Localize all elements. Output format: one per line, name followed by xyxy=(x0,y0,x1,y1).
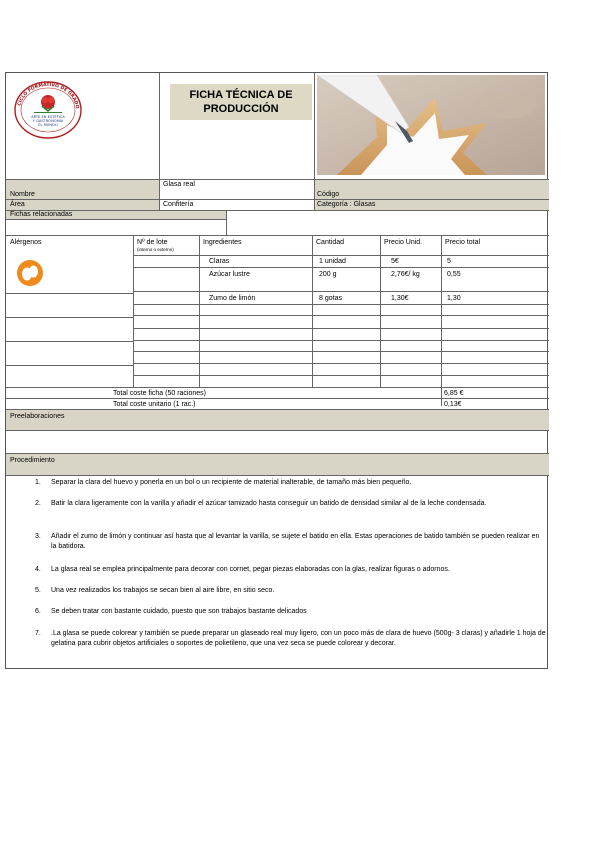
ingredient-1-cantidad: 1 unidad xyxy=(319,258,346,265)
school-logo xyxy=(12,79,84,141)
egg-allergen-icon xyxy=(16,259,44,287)
lote-subheader: (interno o externo) xyxy=(137,247,174,252)
codigo-label: Código xyxy=(317,191,340,198)
step-6-number: 6. xyxy=(35,608,41,615)
step-3-text: Añadir el zumo de limón y continuar así hasta que al levantar la varilla, se sujete el batido en ella. Estas operaciones de batido también se pueden realizar en la batidora. xyxy=(51,533,540,550)
step-5-text: Una vez realizados los trabajos se secan bien al aire libre, en sitio seco. xyxy=(51,587,275,594)
title-line-1: FICHA TÉCNICA DE xyxy=(189,89,293,101)
ingredient-2-precio-total: 0,55 xyxy=(447,271,461,278)
ingredient-1-precio-total: 5 xyxy=(447,258,451,265)
categoria-value: Categoría : Glasas xyxy=(317,201,376,208)
technical-sheet xyxy=(5,72,548,669)
ingredientes-header: Ingredientes xyxy=(203,239,242,246)
ingredient-2-precio-unit: 2,76€/ kg xyxy=(391,271,420,278)
step-4-text: La glasa real se emplea principalmente para decorar con cornet, pegar piezas elaboradas con la glas, realizar figuras o adornos. xyxy=(51,566,450,573)
step-7-text: .La glasa se puede colorear y también se puede preparar un glaseado real muy ligero, con un poco más de clara de huevo (500g- 3 claras) y añadirle 1 hoja de gelatina para cubrir objetos artificiales o soportes de polietileno, que una vez seca se puede colorear y decorar. xyxy=(51,630,546,647)
ingredient-3-precio-unit: 1,30€ xyxy=(391,295,409,302)
step-3-number: 3. xyxy=(35,533,41,540)
page-title xyxy=(170,84,312,120)
ingredient-3-precio-total: 1,30 xyxy=(447,295,461,302)
total-unitario-label: Total coste unitario (1 rac.) xyxy=(113,401,196,408)
step-6-text: Se deben tratar con bastante cuidado, puesto que son trabajos bastante delicados xyxy=(51,608,307,615)
logo-line-3: EL MUNDO xyxy=(38,123,58,127)
area-value: Confitería xyxy=(163,201,194,208)
lote-header: Nº de lote xyxy=(137,239,168,246)
total-ficha-label: Total coste ficha (50 raciones) xyxy=(113,390,206,397)
step-5-number: 5. xyxy=(35,587,41,594)
ingredient-1-precio-unit: 5€ xyxy=(391,258,399,265)
area-label: Área xyxy=(10,201,25,208)
procedimiento-label: Procedimiento xyxy=(10,457,55,464)
logo-line-2: Y GASTRONOMÍA xyxy=(32,119,64,123)
piping-bag-cookie-photo xyxy=(317,75,545,175)
total-unitario-value: 0,13€ xyxy=(444,401,462,408)
step-1-number: 1. xyxy=(35,479,41,486)
step-4-number: 4. xyxy=(35,566,41,573)
logo-ring-text: CICLO FORMATIVO DE GRADO xyxy=(17,82,80,110)
step-7-number: 7. xyxy=(35,630,41,637)
ingredient-1-name: Claras xyxy=(209,258,230,265)
fichas-relacionadas-label: Fichas relacionadas xyxy=(10,211,73,218)
logo-line-1: ARTE EN ESTÉTICA xyxy=(31,115,65,119)
precio-unit-header: Precio Unid. xyxy=(384,239,423,246)
title-line-2: PRODUCCIÓN xyxy=(203,103,279,115)
preelaboraciones-label: Preelaboraciones xyxy=(10,413,65,420)
step-2-number: 2. xyxy=(35,500,41,507)
ingredient-3-name: Zumo de limón xyxy=(209,295,256,302)
step-2-text: Batir la clara ligeramente con la varilla y añadir el azúcar tamizado hasta conseguir un batido de densidad similar al de la leche condensada. xyxy=(51,500,487,507)
precio-total-header: Precio total xyxy=(445,239,481,246)
alergenos-header: Alérgenos xyxy=(10,239,42,246)
cantidad-header: Cantidad xyxy=(316,239,345,246)
ingredient-3-cantidad: 8 gotas xyxy=(319,295,342,302)
ingredient-2-name: Azúcar lustre xyxy=(209,271,250,278)
nombre-label: Nombre xyxy=(10,191,35,198)
total-ficha-value: 6,85 € xyxy=(444,390,464,397)
nombre-value: Glasa real xyxy=(163,181,195,188)
ingredient-2-cantidad: 200 g xyxy=(319,271,337,278)
step-1-text: Separar la clara del huevo y ponerla en un bol o un recipiente de material inalterable, de tamaño más bien pequeño. xyxy=(51,479,412,486)
